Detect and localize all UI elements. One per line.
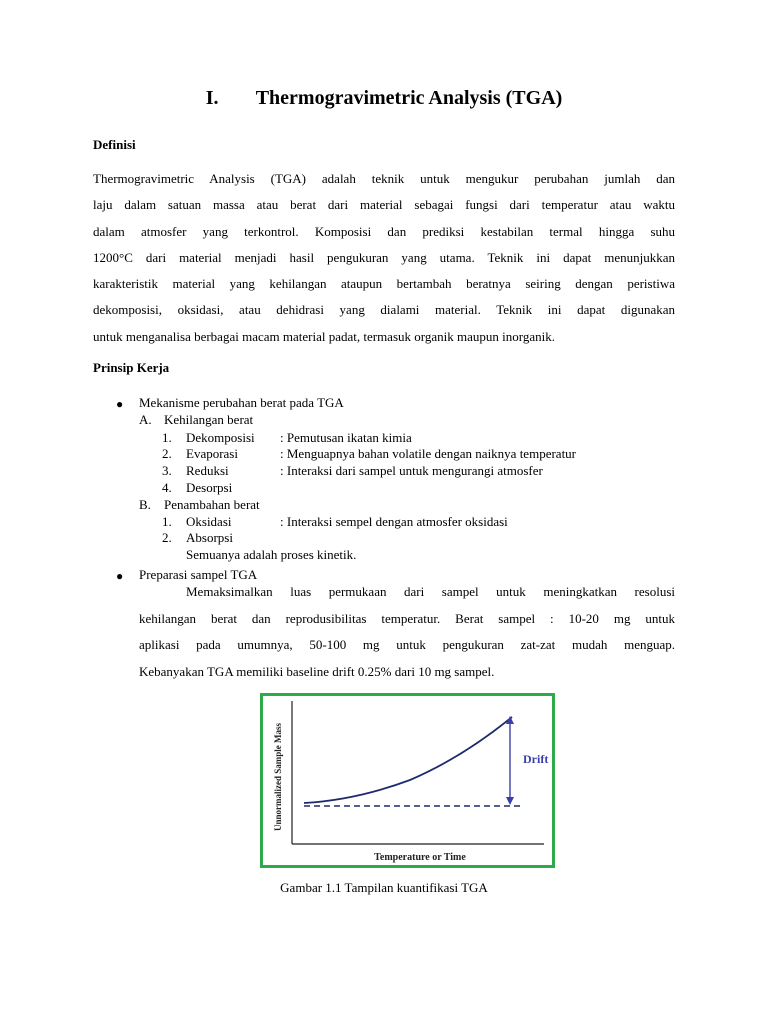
item-number: 2. (162, 446, 172, 461)
definisi-line: Thermogravimetric Analysis (TGA) adalah teknik untuk mengukur perubahan jumlah dan (93, 171, 675, 186)
preparasi-line: kehilangan berat dan reprodusibilitas temperatur. Berat sampel : 10-20 mg untuk (139, 610, 675, 626)
preparasi-paragraph (139, 579, 675, 685)
preparasi-line: Kebanyakan TGA memiliki baseline drift 0.25% dari 10 mg sampel. (139, 663, 495, 679)
definisi-line: laju dalam satuan massa atau berat dari material sebagai fungsi dari temperatur atau waktu (93, 197, 675, 213)
y-axis-label: Unnormalized Sample Mass (273, 723, 283, 831)
group-b-label: Penambahan berat (164, 497, 260, 512)
figure-caption: Gambar 1.1 Tampilan kuantifikasi TGA (280, 880, 488, 895)
item-number: 1. (162, 514, 172, 529)
item-description: : Pemutusan ikatan kimia (280, 430, 412, 445)
item-description: : Interaksi dari sampel untuk mengurangi atmosfer (280, 463, 543, 478)
group-a-label: Kehilangan berat (164, 412, 254, 427)
item-term: Evaporasi (186, 446, 238, 461)
item-term: Desorpsi (186, 480, 233, 495)
section-number: I. (205, 87, 219, 109)
group-b-note: Semuanya adalah proses kinetik. (186, 547, 357, 562)
item-term: Oksidasi (186, 514, 232, 529)
definisi-heading: Definisi (93, 137, 136, 152)
bullet-item-mekanisme: Mekanisme perubahan berat pada TGA (139, 395, 344, 410)
tga-diagram (260, 693, 555, 868)
drift-label: Drift (523, 752, 549, 766)
section-title-text: Thermogravimetric Analysis (TGA) (255, 87, 563, 109)
item-description: : Interaksi sempel dengan atmosfer oksidasi (280, 514, 508, 529)
group-a-marker: A. (139, 412, 152, 427)
bullet-icon: ● (116, 569, 124, 583)
tga-figure (260, 693, 555, 868)
item-number: 3. (162, 463, 172, 478)
item-term: Absorpsi (186, 530, 233, 545)
item-description: : Menguapnya bahan volatile dengan naiknya temperatur (280, 446, 577, 461)
item-term: Dekomposisi (186, 430, 255, 445)
bullet-icon: ● (116, 397, 124, 411)
preparasi-line: aplikasi pada umumnya, 50-100 mg untuk pengukuran zat-zat mudah menguap. (139, 637, 675, 652)
definisi-line: dekomposisi, oksidasi, atau dehidrasi yang dialami material. Teknik ini dapat digunakan (93, 302, 675, 318)
definisi-line: 1200°C dari material menjadi hasil pengukuran yang utama. Teknik ini dapat menunjukkan (93, 249, 675, 265)
item-number: 1. (162, 430, 172, 445)
item-term: Reduksi (186, 463, 229, 478)
definisi-line: untuk menganalisa berbagai macam material padat, termasuk organik maupun inorganik. (93, 328, 555, 344)
x-axis-label: Temperature or Time (374, 852, 466, 863)
prinsip-heading: Prinsip Kerja (93, 360, 170, 375)
bullet-item-preparasi: Preparasi sampel TGA (139, 567, 258, 582)
item-number: 2. (162, 530, 172, 545)
item-number: 4. (162, 480, 172, 495)
definisi-line: dalam atmosfer yang terkontrol. Komposisi dan prediksi kestabilan termal hingga suhu (93, 223, 675, 239)
group-b-marker: B. (139, 497, 151, 512)
definisi-line: karakteristik material yang kehilangan ataupun bertambah beratnya seiring dengan peristiwa (93, 276, 675, 292)
preparasi-line: Memaksimalkan luas permukaan dari sampel untuk meningkatkan resolusi (186, 584, 675, 599)
